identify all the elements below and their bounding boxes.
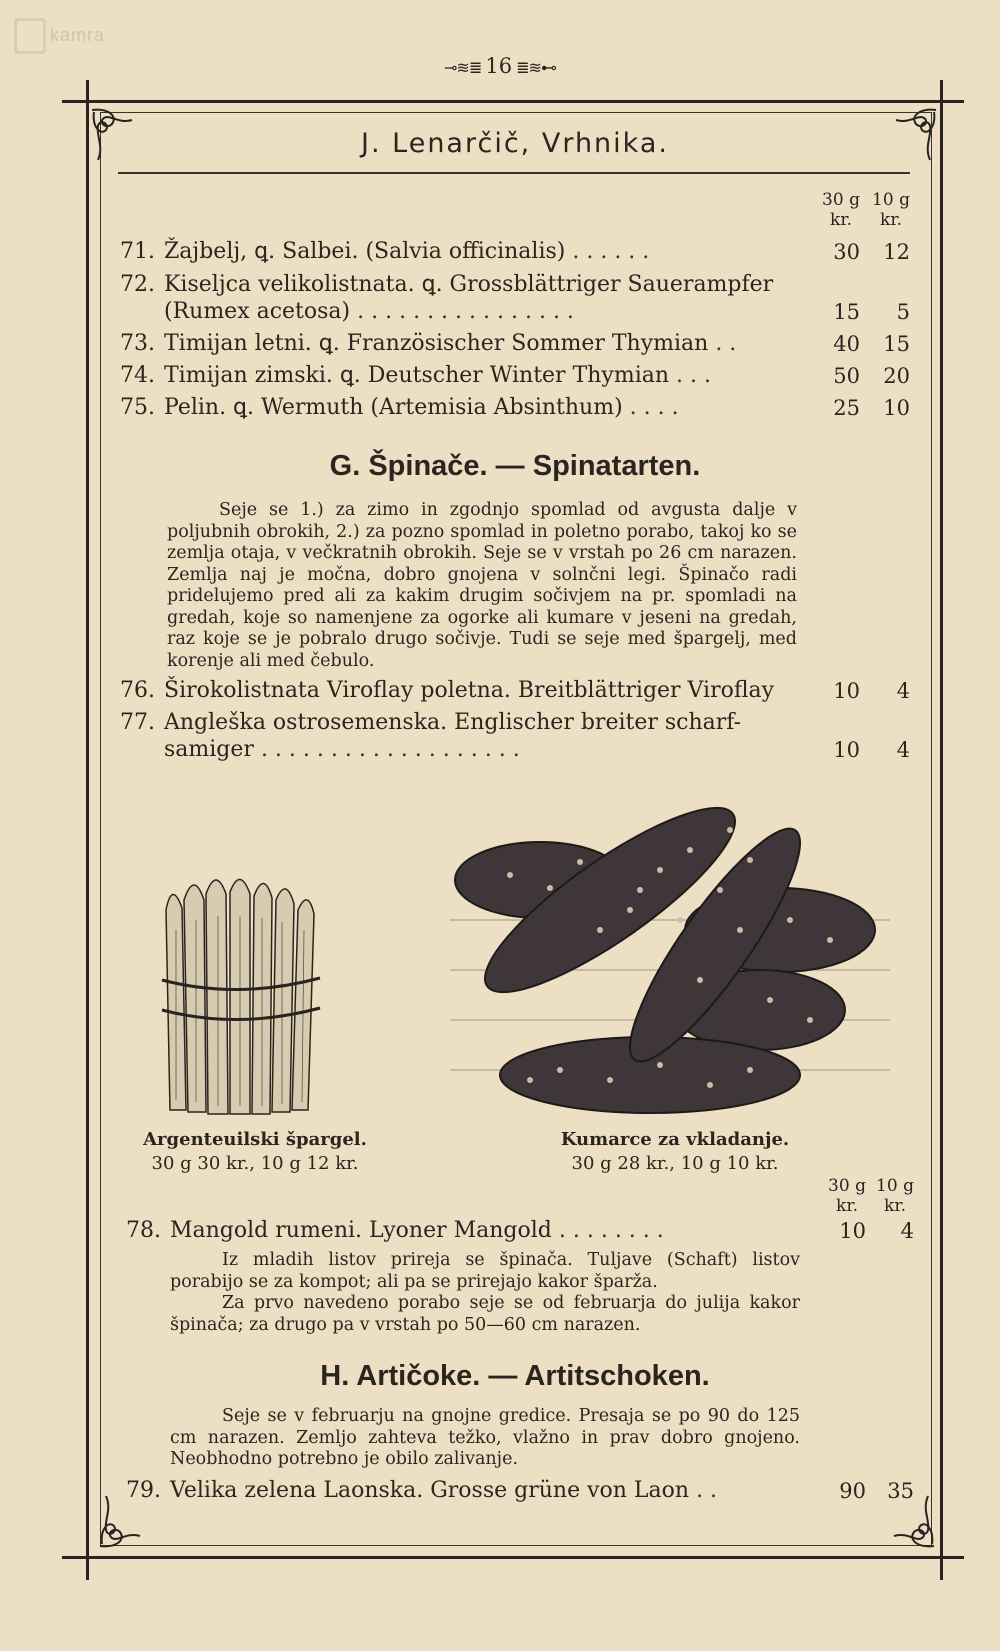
price-10g: 20 xyxy=(883,364,910,388)
cucumber-illustration xyxy=(450,770,890,1130)
price-10g: 15 xyxy=(883,332,910,356)
column-header-10g: 10 g kr. xyxy=(876,1176,914,1216)
section-paragraph: Seje se v februarju na gnojne gredice. Presaja se po 90 do 125 cm narazen. Zemljo zahteva težko, vlažno in prav dobro gnojeno. Neobhodno potrebno je obilo zalivanje. xyxy=(170,1406,800,1469)
price-10g: 4 xyxy=(900,1219,914,1243)
list-item-continuation: (Rumex acetosa) . . . . . . . . . . . . . . . . xyxy=(164,299,574,324)
column-header-10g: 10 g kr. xyxy=(872,190,910,230)
price-30g: 10 xyxy=(839,1219,866,1243)
item-description: Iz mladih listov prireja se špinača. Tuljave (Schaft) listov porabijo se za kompot; ali pa se prirejajo kakor šparža. Za prvo navedeno porabo seje se od februarja do julija kakor špinača; za drugo pa v vrstah po 50—60 cm narazen. xyxy=(170,1250,800,1335)
price-30g: 15 xyxy=(833,300,860,324)
frame-left-rule xyxy=(86,80,89,1580)
price-30g: 40 xyxy=(833,332,860,356)
column-header-30g: 30 g kr. xyxy=(828,1176,866,1216)
watermark-logo-icon xyxy=(14,18,46,54)
price-10g: 35 xyxy=(887,1479,914,1503)
frame-bottom-rule xyxy=(62,1556,964,1559)
watermark: kamra xyxy=(14,18,105,54)
price-30g: 90 xyxy=(839,1479,866,1503)
page-number: ⊸≋≣ 16 ≣≋⊷ xyxy=(444,54,556,78)
price-30g: 30 xyxy=(833,240,860,264)
list-item: 75. Pelin. ꝗ. Wermuth (Artemisia Absinthum) . . . . xyxy=(120,395,679,420)
page-title: J. Lenarčič, Vrhnika. xyxy=(361,128,669,159)
frame-top-rule xyxy=(62,100,964,103)
section-paragraph: Seje se 1.) za zimo in zgodnjo spomlad od avgusta dalje v poljubnih obrokih, 2.) za pozno spomlad in poletno porabo, takoj ko se zemlja otaja, v večkratnih obrokih. Seje se v vrstah po 26 cm narazen. Zemlja naj je močna, dobro gnojena v solnčni legi. Špinačo radi pridelujemo pred ali za kakim drugim sočivjem na pr. spomladi na gredah, koje so namenjene za ogorke ali kumare v jeseni na gredah, raz koje se je pobralo drugo sočivje. Tudi se seje med špargelj, med korenje ali med čebulo. xyxy=(167,500,797,671)
section-heading-spinach: G. Špinače. — Spinatarten. xyxy=(329,450,701,482)
price-30g: 10 xyxy=(833,679,860,703)
price-10g: 5 xyxy=(896,300,910,324)
cucumber-caption: Kumarce za vkladanje. 30 g 28 kr., 10 g 10 kr. xyxy=(560,1129,790,1174)
list-item: 72. Kiseljca velikolistnata. ꝗ. Grossblättriger Sauerampfer xyxy=(120,272,774,297)
column-header-30g: 30 g kr. xyxy=(822,190,860,230)
asparagus-caption: Argenteuilski špargel. 30 g 30 kr., 10 g 12 kr. xyxy=(143,1129,367,1174)
list-item: 76. Širokolistnata Viroflay poletna. Breitblättriger Viroflay xyxy=(120,678,775,703)
price-10g: 4 xyxy=(896,679,910,703)
section-heading-artichokes: H. Artičoke. — Artitschoken. xyxy=(320,1360,710,1392)
left-ornament-icon: ⊸≋≣ xyxy=(444,58,486,77)
price-10g: 4 xyxy=(896,738,910,762)
frame-right-rule xyxy=(940,80,943,1580)
list-item-continuation: samiger . . . . . . . . . . . . . . . . . . . xyxy=(164,737,520,762)
list-item: 71. Žajbelj, ꝗ. Salbei. (Salvia officinalis) . . . . . . xyxy=(120,239,650,264)
list-item: 79. Velika zelena Laonska. Grosse grüne von Laon . . xyxy=(126,1478,718,1503)
list-item: 77. Angleška ostrosemenska. Englischer breiter scharf- xyxy=(120,710,742,735)
price-10g: 10 xyxy=(883,396,910,420)
price-10g: 12 xyxy=(883,240,910,264)
list-item: 73. Timijan letni. ꝗ. Französischer Sommer Thymian . . xyxy=(120,331,737,356)
list-item: 78. Mangold rumeni. Lyoner Mangold . . . . . . . . xyxy=(126,1218,664,1243)
right-ornament-icon: ≣≋⊷ xyxy=(512,58,556,77)
price-30g: 25 xyxy=(833,396,860,420)
price-30g: 10 xyxy=(833,738,860,762)
list-item: 74. Timijan zimski. ꝗ. Deutscher Winter Thymian . . . xyxy=(120,363,711,388)
header-rule xyxy=(118,172,910,174)
price-30g: 50 xyxy=(833,364,860,388)
asparagus-illustration xyxy=(158,870,328,1120)
